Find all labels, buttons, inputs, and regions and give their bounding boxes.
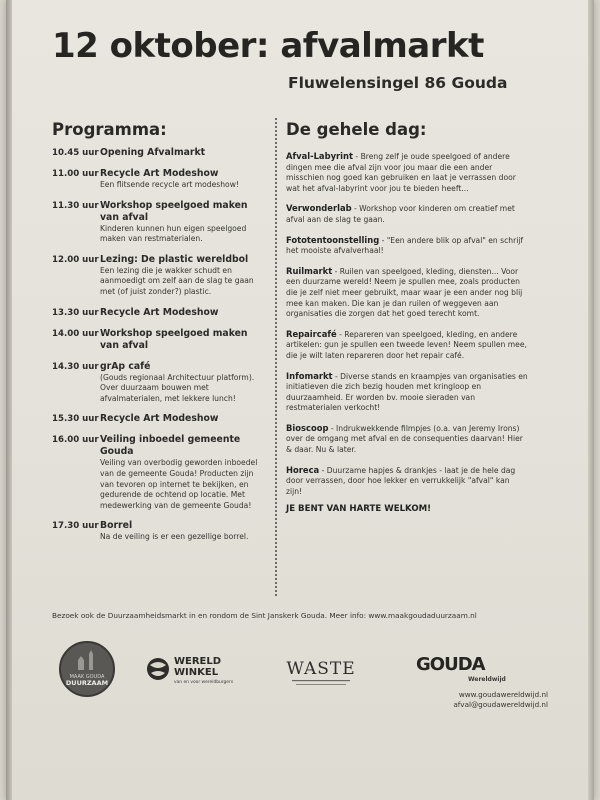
- activity-text: - Repareren van speelgoed, kleding, en andere artikelen: gun je spullen een tweede leven! Neem spullen mee, die je wilt laten repareren door het repair café.: [286, 329, 527, 360]
- programma-body: [100, 307, 266, 319]
- activity-title: Ruilmarkt: [286, 265, 333, 276]
- activity-text: - Ruilen van speelgoed, kleding, diensten... Voor een duurzame wereld! Neem je spullen mee, zoals producten die je zelf niet meer gebruikt, maar waar je een ander nog blij mee kan maken. Die kan je dan ruilen of weggeven aan organisaties die zorgen dat het goed terecht komt.: [286, 266, 523, 319]
- programma-description: Een lezing die je wakker schudt en aanmoedigt om zelf aan de slag te gaan met (of juist zonder?) plastic.: [100, 265, 254, 296]
- activity-text: - Diverse stands en kraampjes van organisaties en initiatieven die zich bezig houden met kringloop en duurzaamheid. Er worden bv. mooie sieraden van restmaterialen verkocht!: [286, 371, 528, 413]
- programma-title: grAp café: [100, 360, 151, 372]
- programma-title: Workshop speelgoed maken van afval: [100, 327, 248, 351]
- waste-logo: [280, 646, 362, 692]
- poster-title: 12 oktober: afvalmarkt: [52, 26, 484, 66]
- paper-edge-right: [588, 0, 594, 800]
- programma-time: 11.00 uur: [52, 169, 99, 179]
- maak-gouda-duurzaam-logo: [58, 640, 116, 698]
- programma-time: 16.00 uur: [52, 435, 99, 446]
- poster-address: Fluwelensingel 86 Gouda: [288, 74, 508, 92]
- wereldwinkel-logo: [144, 651, 256, 687]
- programma-description: Na de veiling is er een gezellige borrel.: [100, 532, 249, 542]
- activity-item: [286, 151, 528, 194]
- activity-title: Verwonderlab: [286, 203, 352, 214]
- programma-list: [52, 147, 266, 552]
- gehele-dag-list: [286, 151, 528, 514]
- footer-note: Bezoek ook de Duurzaamheidsmarkt in en rondom de Sint Janskerk Gouda. Meer info: www.maakgoudaduurzaam.nl: [52, 611, 477, 620]
- programma-body: [100, 520, 266, 543]
- programma-description: Een flitsende recycle art modeshow!: [100, 180, 239, 189]
- programma-time: 10.45 uur: [52, 148, 99, 158]
- programma-body: [100, 328, 266, 352]
- programma-body: [100, 361, 266, 405]
- activity-text: - Breng zelf je oude speelgoed of andere dingen mee die afval zijn voor jou maar die een ander misschien nog goed kan gebruiken en laat je verrassen door wat het afval-labyrint voor jou te bieden heeft...: [286, 152, 516, 193]
- programma-time: 11.30 uur: [52, 200, 99, 211]
- contact-email[interactable]: afval@goudawereldwijd.nl: [453, 700, 548, 709]
- logo-text-wereld: WERELD: [174, 656, 222, 667]
- poster-sheet: [6, 0, 594, 800]
- activity-title: Afval-Labyrint: [286, 151, 353, 161]
- programma-heading: Programma:: [52, 120, 167, 139]
- programma-body: [100, 168, 266, 191]
- contact-website[interactable]: www.goudawereldwijd.nl: [458, 690, 548, 699]
- welcome-text: JE BENT VAN HARTE WELKOM!: [286, 504, 432, 515]
- programma-title: Lezing: De plastic wereldbol: [100, 253, 249, 265]
- programma-time: 15.30 uur: [52, 414, 99, 425]
- activity-text: - Duurzame hapjes & drankjes - laat je de hele dag door verrassen, door hoe lekker en verrukkelijk "afval" kan zijn!: [286, 465, 516, 496]
- activity-title: Repaircafé: [286, 328, 337, 339]
- programma-item: [52, 413, 266, 425]
- activity-item: [286, 203, 528, 225]
- logo-text-wereldwijd: Wereldwijd: [468, 676, 506, 683]
- programma-item: [52, 307, 266, 319]
- programma-item: [52, 168, 266, 191]
- gouda-wereldwijd-logo: [410, 650, 506, 686]
- programma-item: [52, 434, 266, 511]
- activity-title: Horeca: [286, 464, 320, 475]
- activity-item: [286, 235, 528, 257]
- activity-title: Bioscoop: [286, 422, 329, 433]
- activity-item: [286, 465, 528, 498]
- programma-title: Recycle Art Modeshow: [100, 413, 219, 425]
- paper-edge-left: [6, 0, 12, 800]
- programma-description: Kinderen kunnen hun eigen speelgoed maken van restmaterialen.: [100, 223, 247, 244]
- programma-time: 14.00 uur: [52, 328, 99, 339]
- activity-title: Fototentoonstelling: [286, 234, 380, 245]
- logo-text-winkel: WINKEL: [174, 667, 219, 678]
- activity-item: [286, 423, 528, 456]
- programma-body: [100, 413, 266, 425]
- programma-item: [52, 328, 266, 352]
- programma-item: [52, 200, 266, 245]
- programma-time: 14.30 uur: [52, 361, 99, 372]
- programma-time: 17.30 uur: [52, 521, 99, 532]
- logo-text-gouda: GOUDA: [416, 654, 485, 675]
- programma-body: [100, 434, 266, 511]
- programma-body: [100, 254, 266, 298]
- programma-item: [52, 254, 266, 298]
- activity-item: [286, 371, 528, 414]
- gehele-dag-heading: De gehele dag:: [286, 120, 427, 139]
- programma-item: [52, 147, 266, 159]
- programma-item: [52, 361, 266, 405]
- programma-title: Opening Afvalmarkt: [100, 147, 206, 158]
- programma-title: Veiling inboedel gemeente Gouda: [100, 434, 241, 458]
- activity-title: Infomarkt: [286, 370, 333, 381]
- logo-text-maak-gouda: MAAK GOUDA: [69, 674, 105, 680]
- programma-description: (Gouds regionaal Architectuur platform). Over duurzaam bouwen met afvalmaterialen, met lekkere lunch!: [100, 372, 255, 403]
- logo-text-waste: WASTE: [286, 659, 356, 679]
- contact-block: [408, 690, 548, 710]
- activity-item: [286, 329, 528, 362]
- programma-body: [100, 147, 266, 159]
- programma-title: Recycle Art Modeshow: [100, 168, 219, 179]
- programma-title: Recycle Art Modeshow: [100, 306, 219, 318]
- logo-text-wereldburgers: van en voor wereldburgers: [174, 680, 234, 685]
- programma-item: [52, 520, 266, 543]
- activity-text: - Indrukwekkende filmpjes (o.a. van Jeremy Irons) over de omgang met afval en de consequenties daarvan! Hier & daar. Nu & later.: [286, 423, 523, 455]
- programma-title: Workshop speelgoed maken van afval: [100, 199, 248, 223]
- logo-text-duurzaam: DUURZAAM: [65, 679, 109, 687]
- programma-title: Borrel: [100, 520, 133, 532]
- activity-text: - "Een andere blik op afval" en schrijf het mooiste afvalverhaal!: [286, 235, 524, 256]
- programma-description: Veiling van overbodig geworden inboedel van de gemeente Gouda! Producten zijn van tevoren op internet te bekijken, en gedurende de ochtend op locatie. Met medewerking van de gemeente Gouda!: [100, 458, 258, 510]
- programma-time: 12.00 uur: [52, 254, 99, 265]
- activity-text: - Workshop voor kinderen om creatief met afval aan de slag te gaan.: [286, 204, 515, 224]
- programma-time: 13.30 uur: [52, 307, 99, 318]
- activity-item: [286, 266, 528, 320]
- programma-body: [100, 200, 266, 245]
- column-divider: [275, 118, 277, 596]
